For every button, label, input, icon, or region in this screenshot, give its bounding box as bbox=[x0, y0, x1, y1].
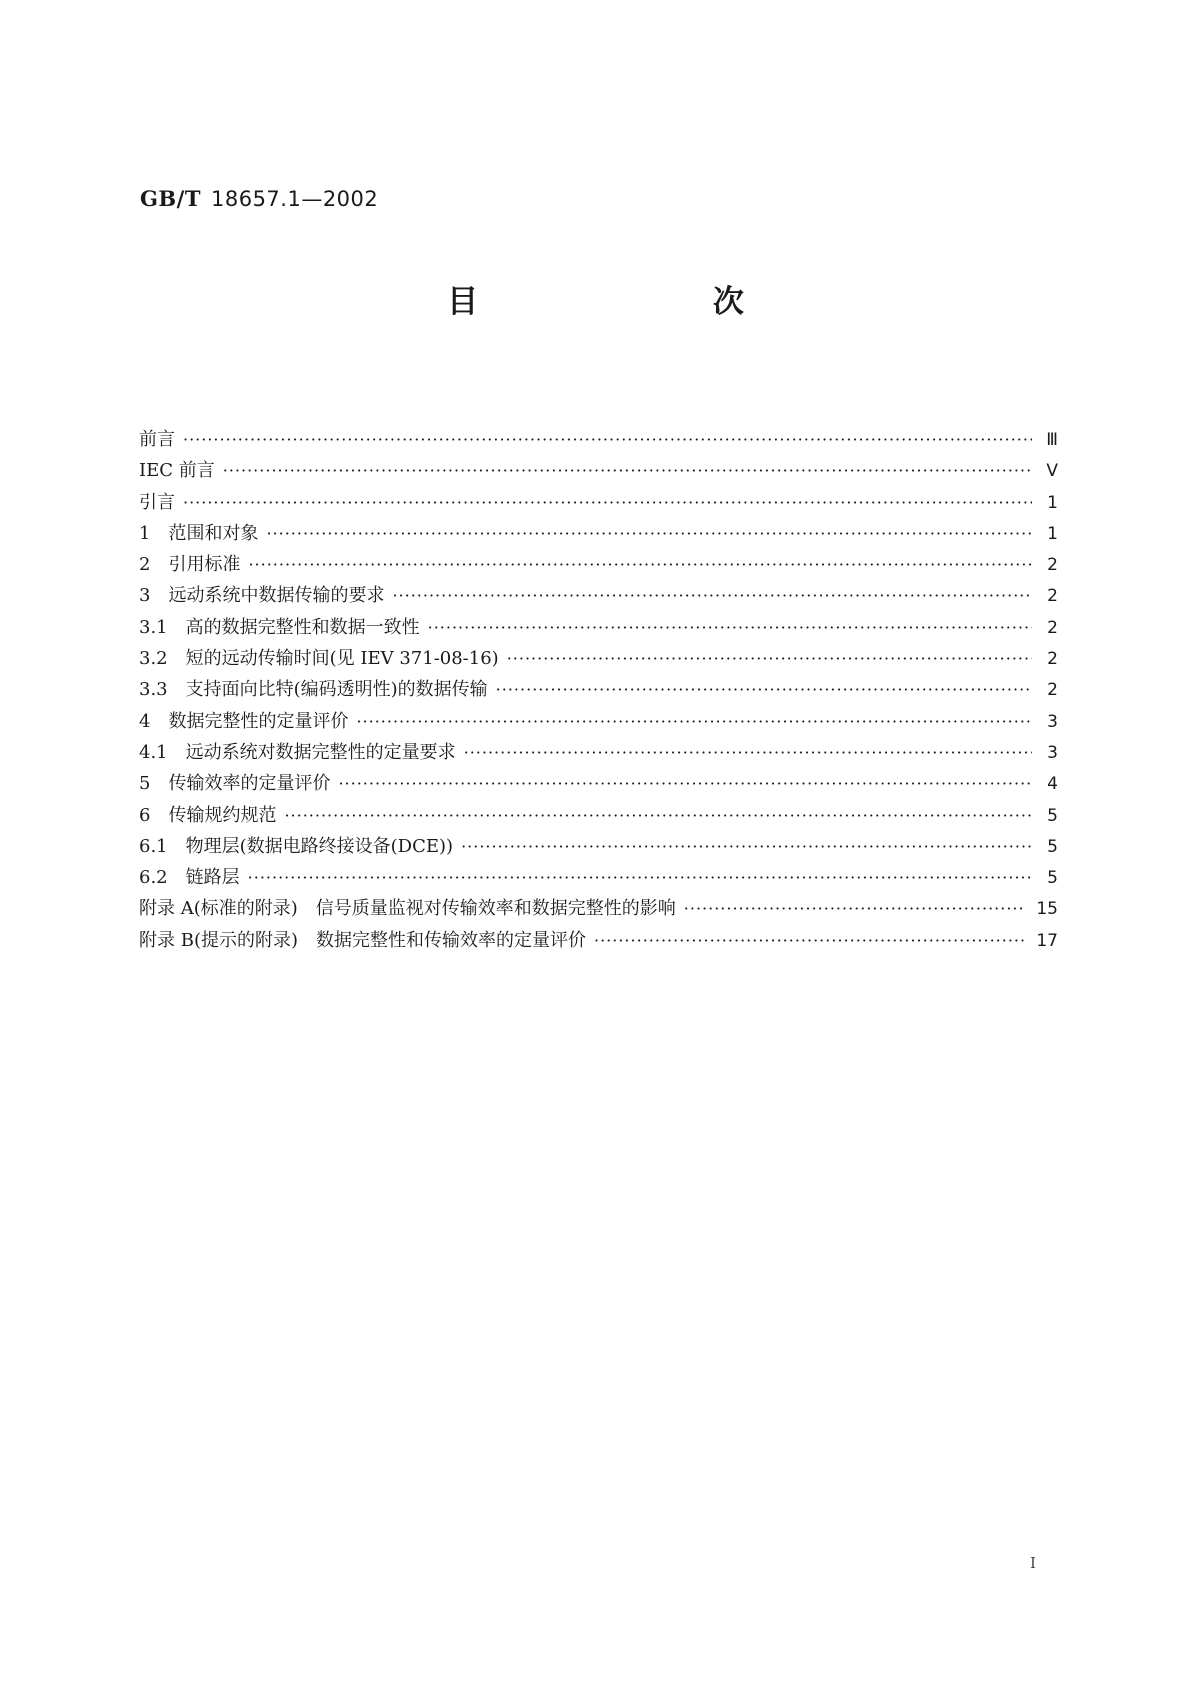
dot-leader bbox=[248, 862, 1032, 893]
toc-entry-label: 6.1 物理层(数据电路终接设备(DCE)) bbox=[139, 835, 454, 857]
dot-leader bbox=[284, 800, 1032, 831]
toc-entry[interactable] bbox=[139, 831, 1058, 862]
toc-entry[interactable] bbox=[139, 487, 1058, 518]
toc-entry-page: 2 bbox=[1047, 617, 1058, 638]
dot-leader bbox=[392, 580, 1032, 611]
toc-entry[interactable] bbox=[139, 424, 1058, 455]
toc-entry-page: 5 bbox=[1047, 836, 1058, 857]
dot-leader bbox=[594, 925, 1026, 956]
toc-entry-label: 1 范围和对象 bbox=[139, 522, 259, 544]
page-title: 目 次 bbox=[447, 284, 856, 320]
toc-entry-label: 引言 bbox=[139, 491, 175, 513]
toc-entry-page: 2 bbox=[1047, 555, 1058, 576]
dot-leader bbox=[496, 674, 1032, 705]
toc-entry[interactable] bbox=[139, 455, 1058, 486]
dot-leader bbox=[461, 831, 1032, 862]
toc-entry-label: 4.1 远动系统对数据完整性的定量要求 bbox=[139, 741, 456, 763]
toc-entry-page: 4 bbox=[1047, 774, 1058, 795]
dot-leader bbox=[266, 518, 1032, 549]
dot-leader bbox=[464, 737, 1032, 768]
toc-entry[interactable] bbox=[139, 643, 1058, 674]
toc-entry[interactable] bbox=[139, 612, 1058, 643]
toc-entry-page: 2 bbox=[1047, 586, 1058, 607]
dot-leader bbox=[183, 424, 1032, 455]
page-number: I bbox=[1030, 1554, 1036, 1572]
toc-entry-label: 6.2 链路层 bbox=[139, 867, 240, 889]
toc-entry-page: Ⅴ bbox=[1046, 461, 1058, 482]
dot-leader bbox=[248, 549, 1032, 580]
toc-entry-page: 5 bbox=[1047, 805, 1058, 826]
dot-leader bbox=[428, 612, 1032, 643]
toc-entry[interactable] bbox=[139, 800, 1058, 831]
toc-entry-label: 3.3 支持面向比特(编码透明性)的数据传输 bbox=[139, 679, 488, 701]
standard-code bbox=[140, 186, 378, 211]
dot-leader bbox=[356, 706, 1032, 737]
dot-leader bbox=[223, 455, 1032, 486]
toc-entry[interactable] bbox=[139, 518, 1058, 549]
toc-entry-label: 3.2 短的远动传输时间(见 IEV 371-08-16) bbox=[139, 648, 499, 670]
toc-entry-page: 3 bbox=[1047, 711, 1058, 732]
toc-entry-page: 17 bbox=[1036, 930, 1058, 951]
toc-entry-label: 3 远动系统中数据传输的要求 bbox=[139, 585, 385, 607]
toc-entry[interactable] bbox=[139, 893, 1058, 924]
toc-entry-label: 5 传输效率的定量评价 bbox=[139, 773, 331, 795]
dot-leader bbox=[183, 487, 1032, 518]
toc-entry[interactable] bbox=[139, 549, 1058, 580]
toc-entry-page: Ⅲ bbox=[1046, 430, 1058, 450]
dot-leader bbox=[507, 643, 1032, 674]
toc-entry-label: 6 传输规约规范 bbox=[139, 804, 277, 826]
dot-leader bbox=[338, 768, 1032, 799]
toc-entry-label: 2 引用标准 bbox=[139, 554, 241, 576]
table-of-contents bbox=[139, 424, 1058, 956]
toc-entry[interactable] bbox=[139, 737, 1058, 768]
toc-entry-page: 15 bbox=[1036, 899, 1058, 920]
toc-entry-label: 前言 bbox=[139, 429, 175, 450]
standard-prefix: GB/T bbox=[140, 186, 201, 211]
toc-entry[interactable] bbox=[139, 674, 1058, 705]
toc-entry[interactable] bbox=[139, 862, 1058, 893]
toc-entry-label: 4 数据完整性的定量评价 bbox=[139, 710, 349, 732]
toc-entry[interactable] bbox=[139, 768, 1058, 799]
toc-entry-page: 5 bbox=[1047, 868, 1058, 889]
toc-entry-label: 附录 A(标准的附录) 信号质量监视对传输效率和数据完整性的影响 bbox=[139, 898, 676, 920]
toc-entry-page: 1 bbox=[1047, 523, 1058, 544]
toc-entry-page: 3 bbox=[1047, 742, 1058, 763]
toc-entry-label: IEC 前言 bbox=[139, 460, 215, 482]
toc-entry-page: 1 bbox=[1047, 492, 1058, 513]
toc-entry[interactable] bbox=[139, 706, 1058, 737]
toc-entry-label: 3.1 高的数据完整性和数据一致性 bbox=[139, 616, 420, 638]
toc-entry-page: 2 bbox=[1047, 649, 1058, 670]
dot-leader bbox=[684, 893, 1027, 924]
toc-entry-page: 2 bbox=[1047, 680, 1058, 701]
toc-entry[interactable] bbox=[139, 580, 1058, 611]
standard-number: 18657.1—2002 bbox=[210, 187, 379, 211]
toc-entry-label: 附录 B(提示的附录) 数据完整性和传输效率的定量评价 bbox=[139, 929, 586, 951]
toc-entry[interactable] bbox=[139, 925, 1058, 956]
